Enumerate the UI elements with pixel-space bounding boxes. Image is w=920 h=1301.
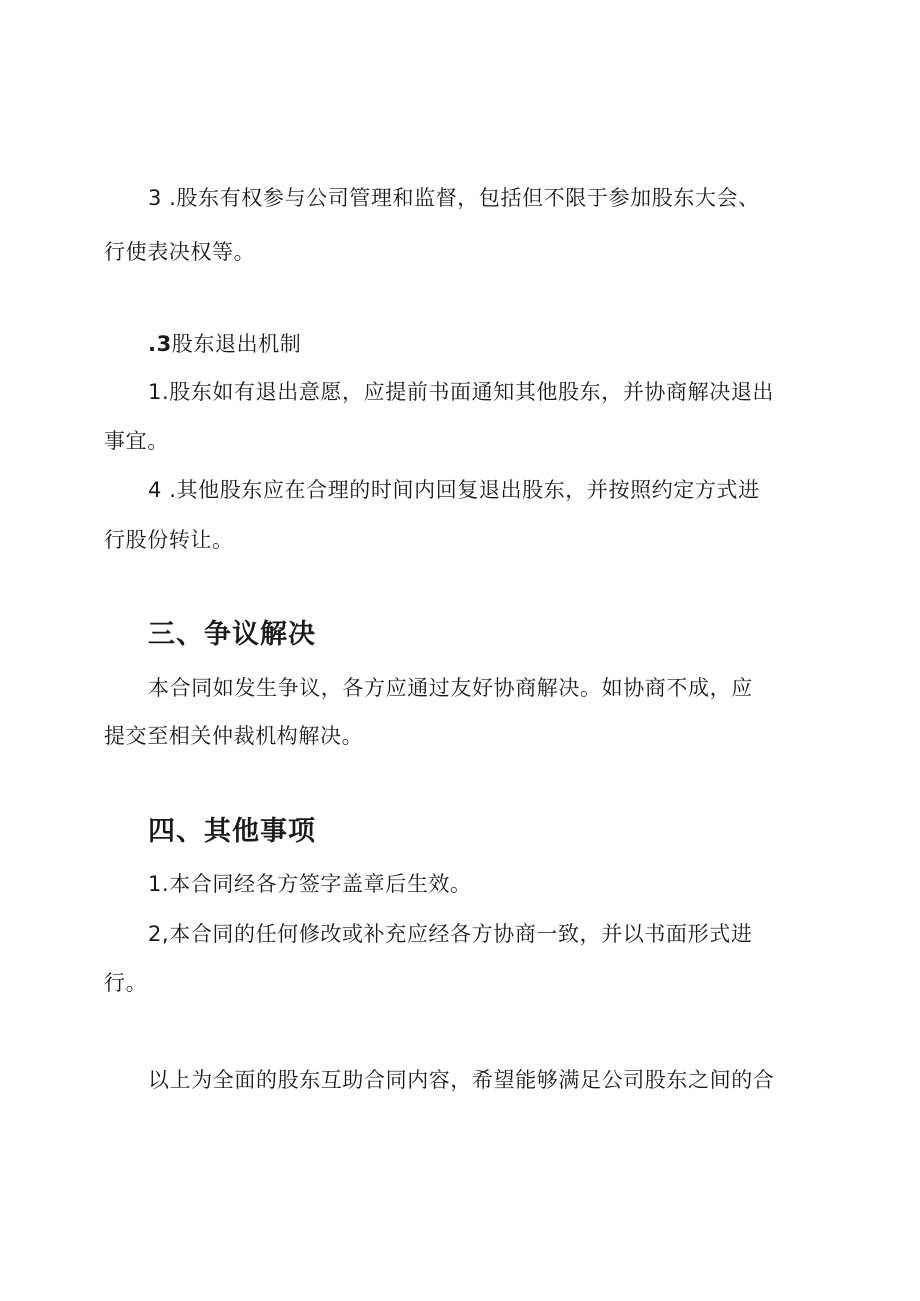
section-exit-number: .3 xyxy=(148,332,172,356)
exit-clause-4-line-1: 4 .其他股东应在合理的时间内回复退出股东，并按照约定方式进 xyxy=(148,478,760,502)
dispute-paragraph-line-2: 提交至相关仲裁机构解决。 xyxy=(104,724,364,748)
other-clause-1: 1.本合同经各方签字盖章后生效。 xyxy=(148,872,472,896)
clause-3-line-2: 行使表决权等。 xyxy=(104,240,256,264)
exit-clause-4-line-2: 行股份转让。 xyxy=(104,528,234,552)
heading-other-matters: 四、其他事项 xyxy=(148,816,316,847)
other-clause-2-line-2: 行。 xyxy=(104,971,148,995)
other-clause-2-line-1: 2,本合同的任何修改或补充应经各方协商一致，并以书面形式进 xyxy=(148,922,753,946)
clause-3-line-1: 3 .股东有权参与公司管理和监督，包括但不限于参加股东大会、 xyxy=(148,186,760,210)
exit-clause-1-line-1: 1.股东如有退出意愿，应提前书面通知其他股东，并协商解决退出 xyxy=(148,380,775,404)
section-exit-heading xyxy=(148,330,301,358)
dispute-paragraph-line-1: 本合同如发生争议，各方应通过友好协商解决。如协商不成，应 xyxy=(148,676,753,700)
section-exit-title: 股东退出机制 xyxy=(171,332,302,356)
closing-paragraph-line-1: 以上为全面的股东互助合同内容，希望能够满足公司股东之间的合 xyxy=(148,1068,775,1092)
exit-clause-1-line-2: 事宜。 xyxy=(104,429,169,453)
heading-dispute-resolution: 三、争议解决 xyxy=(148,619,316,650)
